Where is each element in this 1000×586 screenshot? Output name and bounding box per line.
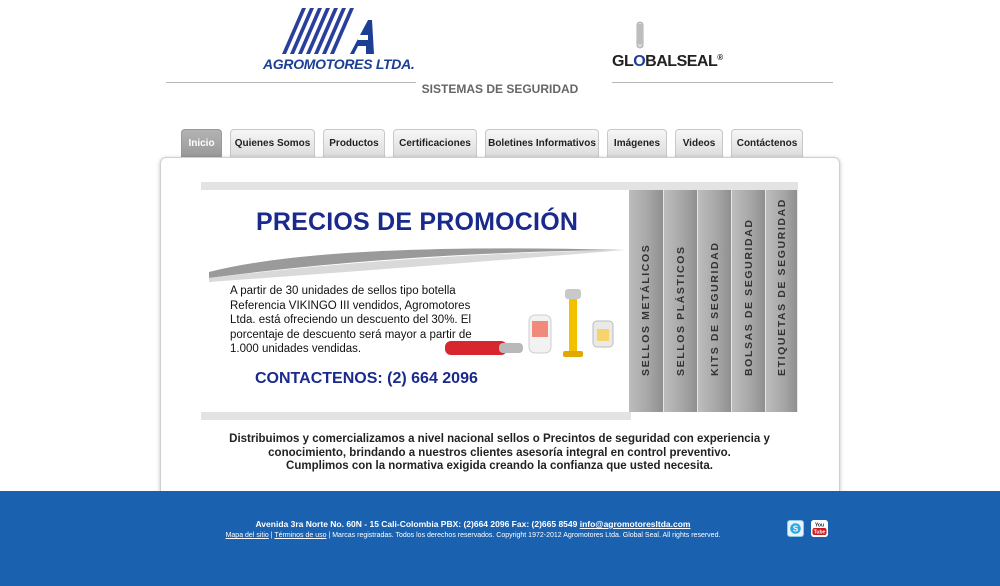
- footer-sitemap-link[interactable]: Mapa del sitio: [225, 532, 269, 539]
- header-divider-right: [612, 82, 833, 83]
- tab-quienes-somos[interactable]: Quienes Somos: [230, 129, 315, 157]
- tagline: SISTEMAS DE SEGURIDAD: [421, 82, 579, 96]
- svg-text:S: S: [792, 524, 799, 534]
- promo-description: A partir de 30 unidades de sellos tipo botella Referencia VIKINGO III vendidos, Agromotores Ltda. está ofreciendo un descuento del 30%. El porcentaje de descuento será mayor a partir de 1.000 unidades vendidas.: [230, 285, 472, 355]
- youtube-icon[interactable]: [811, 520, 828, 537]
- tab-imagenes[interactable]: Imágenes: [607, 129, 667, 157]
- footer-email-link[interactable]: info@agromotoresltda.com: [579, 519, 691, 529]
- footer-terms-link[interactable]: Términos de uso: [274, 532, 327, 539]
- security-seals-product-image: [441, 287, 621, 367]
- footer-address: Avenida 3ra Norte No. 60N - 15 Cali-Colombia PBX: (2)664 2096 Fax: (2)665 8549 info@agromotoresltda.com: [255, 519, 691, 529]
- brand-name-right[interactable]: GLOBALSEAL®: [612, 53, 723, 70]
- tab-videos[interactable]: Videos: [675, 129, 723, 157]
- company-description: [201, 433, 798, 474]
- side-tab-etiquetas-seguridad[interactable]: ETIQUETAS DE SEGURIDAD: [766, 190, 798, 412]
- brand-name-left: AGROMOTORES LTDA.: [263, 56, 415, 72]
- banner-bottom-bar: [201, 412, 631, 420]
- description-line-1: Distribuimos y comercializamos a nivel nacional sellos o Precintos de seguridad con experiencia y: [229, 433, 770, 445]
- contact-phone: CONTACTENOS: (2) 664 2096: [255, 370, 478, 387]
- site-header: [0, 0, 1000, 130]
- description-line-3: Cumplimos con la normativa exigida creando la confianza que usted necesita.: [286, 460, 713, 472]
- site-footer: [0, 491, 1000, 586]
- tab-contactenos[interactable]: Contáctenos: [731, 129, 803, 157]
- svg-text:Tube: Tube: [813, 529, 826, 536]
- header-divider-left: [166, 82, 416, 83]
- footer-links: Mapa del sitio | Términos de uso | Marcas registradas. Todos los derechos reservados. Copyright 1972-2012 Agromotores Ltda. Global Seal. All rights reserved.: [225, 532, 721, 539]
- swoosh-decoration-icon: [207, 242, 627, 282]
- category-side-tabs: [629, 190, 798, 412]
- tab-productos[interactable]: Productos: [323, 129, 385, 157]
- description-line-2: conocimiento, brindando a nuestros clientes asesoría integral en control preventivo.: [268, 446, 731, 459]
- tab-inicio[interactable]: Inicio: [181, 129, 222, 157]
- banner-top-bar: [201, 182, 798, 190]
- side-tab-bolsas-seguridad[interactable]: BOLSAS DE SEGURIDAD: [732, 190, 766, 412]
- skype-icon[interactable]: [787, 520, 804, 537]
- svg-text:You: You: [814, 522, 825, 529]
- tab-certificaciones[interactable]: Certificaciones: [393, 129, 477, 157]
- side-tab-sellos-metalicos[interactable]: SELLOS METÁLICOS: [629, 190, 664, 412]
- promo-title: PRECIOS DE PROMOCIÓN: [256, 208, 579, 236]
- promo-banner[interactable]: [201, 182, 798, 420]
- side-tab-sellos-plasticos[interactable]: SELLOS PLÁSTICOS: [664, 190, 698, 412]
- side-tab-kits-seguridad[interactable]: KITS DE SEGURIDAD: [698, 190, 732, 412]
- tab-boletines[interactable]: Boletines Informativos: [485, 129, 599, 157]
